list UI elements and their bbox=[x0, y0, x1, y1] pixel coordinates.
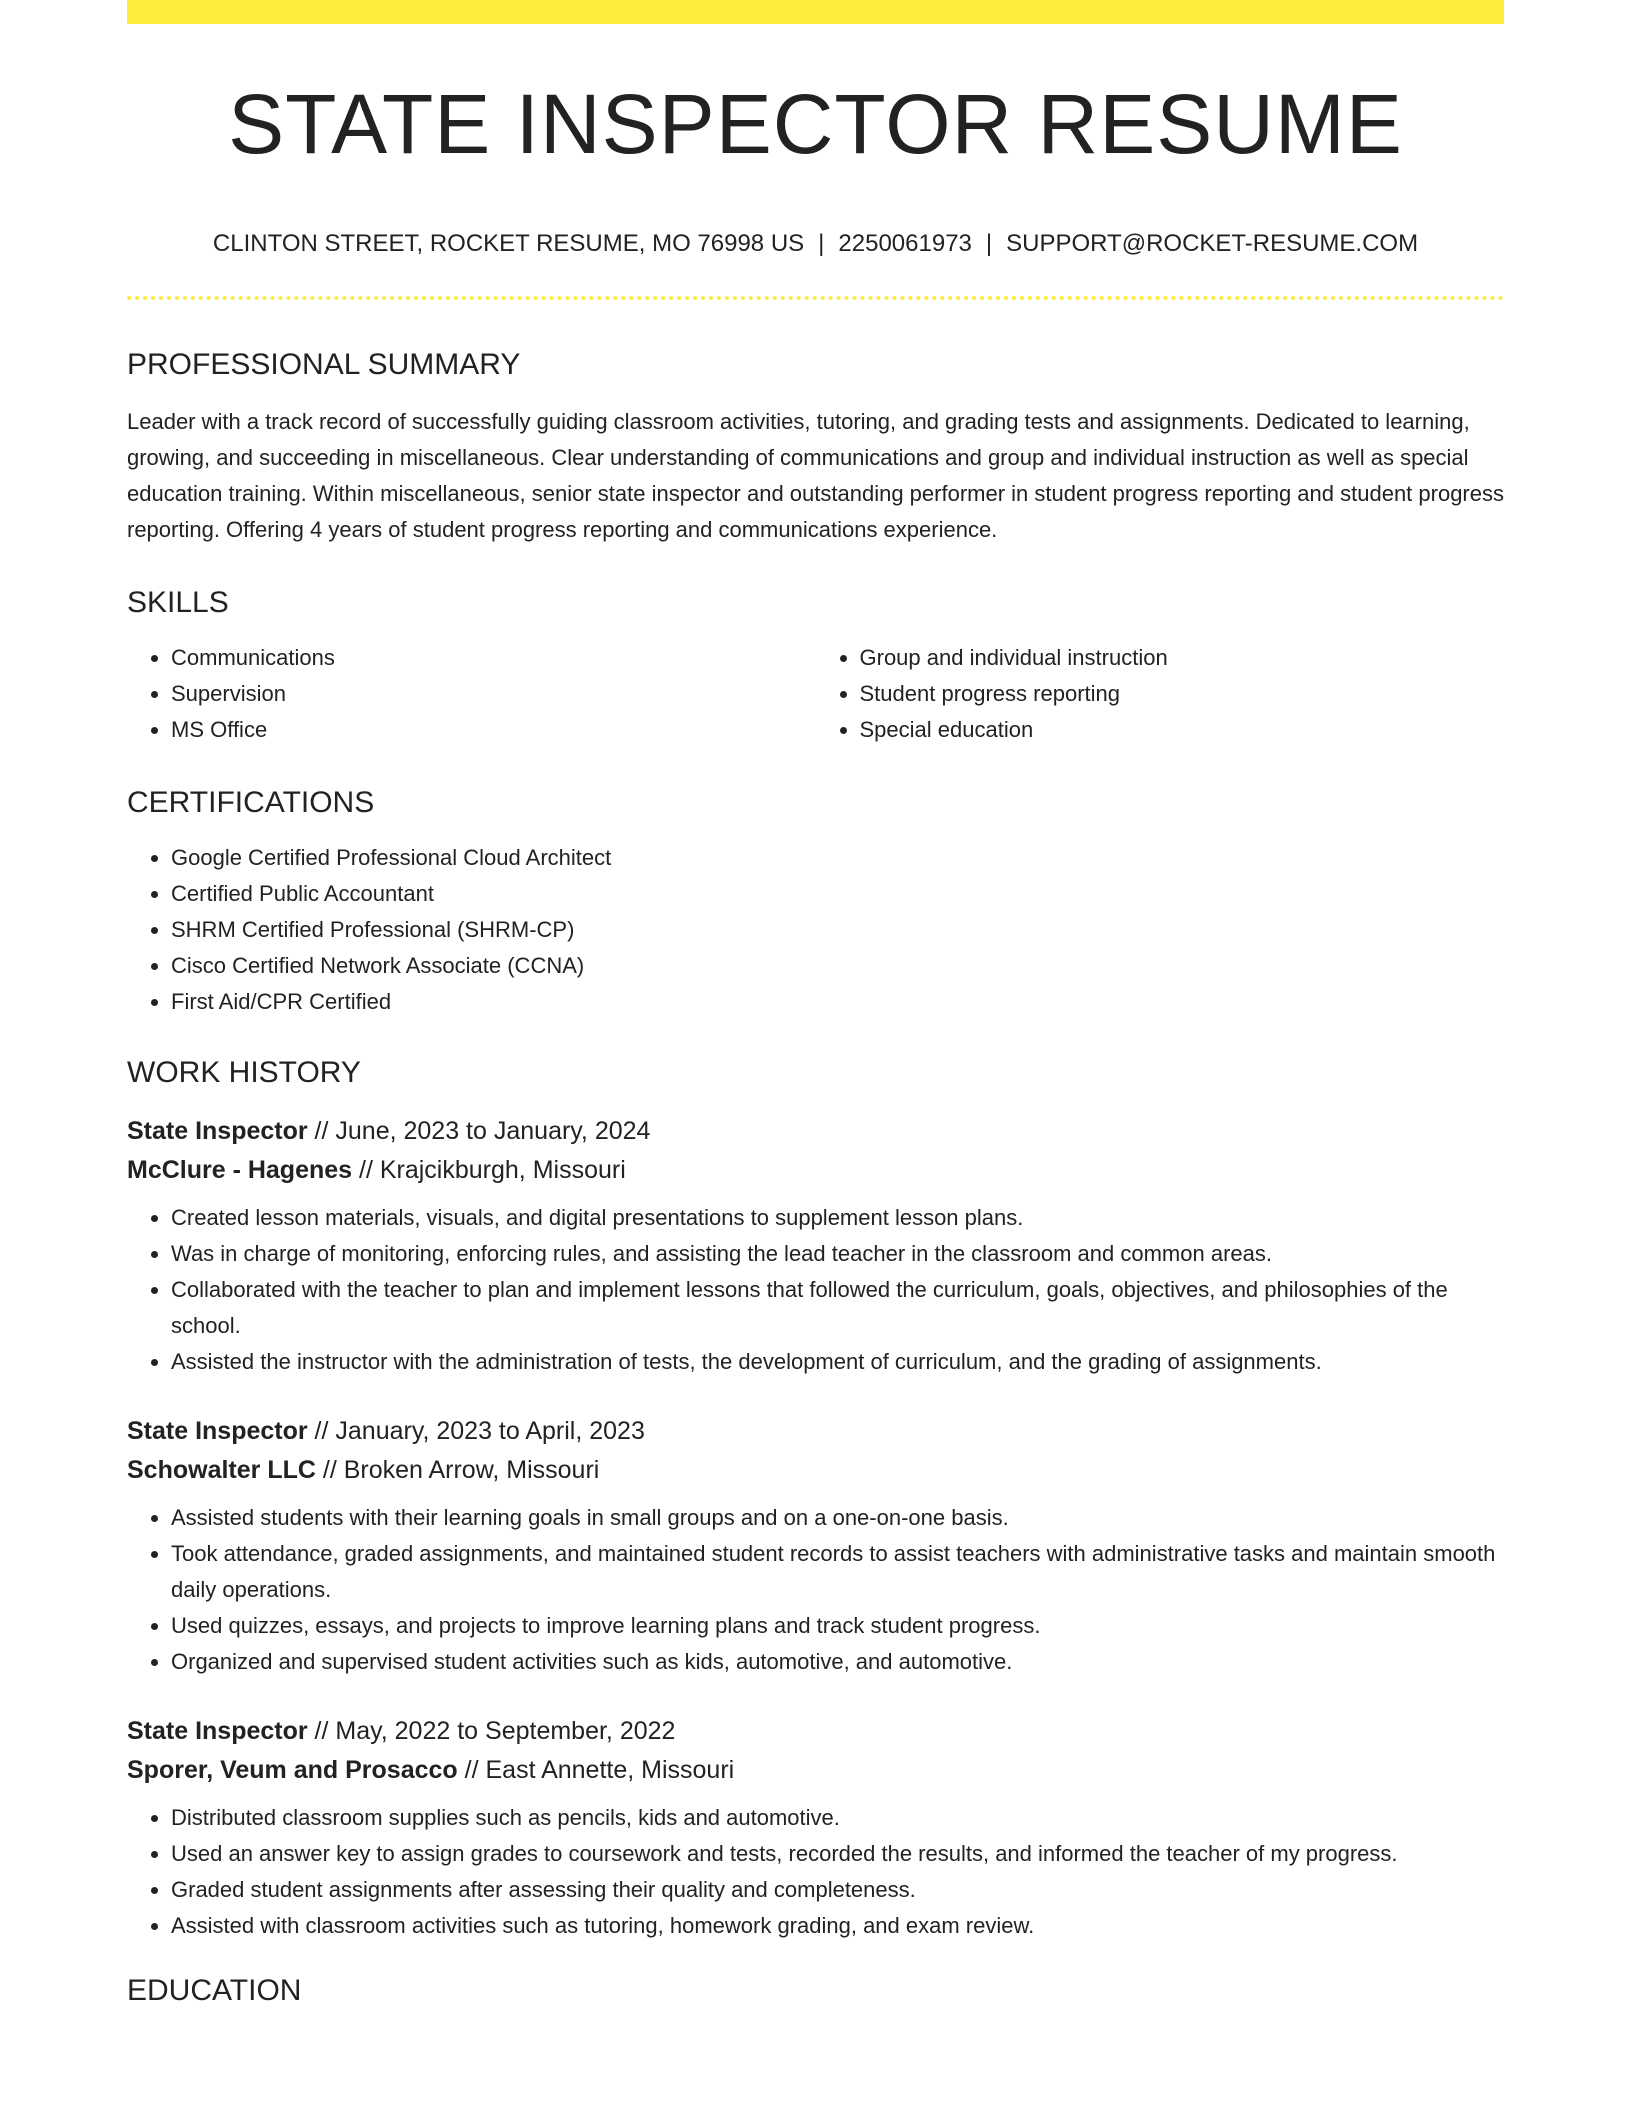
job-bullet: • Assisted the instructor with the administration of tests, the development of curriculum, and the grading of assignments. bbox=[171, 1344, 1504, 1380]
skill-item: • Special education bbox=[860, 712, 1505, 748]
job-bullet: • Graded student assignments after assessing their quality and completeness. bbox=[171, 1872, 1504, 1908]
job-company-line bbox=[127, 1751, 1504, 1790]
job-bullet: • Created lesson materials, visuals, and digital presentations to supplement lesson plans. bbox=[171, 1200, 1504, 1236]
skills-list-left bbox=[127, 640, 816, 748]
job-company-line bbox=[127, 1451, 1504, 1490]
job-entry bbox=[127, 1112, 1504, 1380]
job-bullets bbox=[127, 1500, 1504, 1680]
contact-separator: | bbox=[818, 230, 825, 257]
work-history-heading: WORK HISTORY bbox=[127, 1056, 361, 1089]
certification-item: • Cisco Certified Network Associate (CCNA) bbox=[171, 948, 1504, 984]
job-company: Schowalter LLC bbox=[127, 1456, 316, 1484]
job-bullet: • Assisted with classroom activities such as tutoring, homework grading, and exam review. bbox=[171, 1908, 1504, 1944]
resume-title: STATE INSPECTOR RESUME bbox=[228, 77, 1403, 171]
certifications-list bbox=[127, 840, 1504, 1020]
job-dates: // June, 2023 to January, 2024 bbox=[307, 1117, 651, 1145]
job-location: // Krajcikburgh, Missouri bbox=[352, 1156, 626, 1184]
contact-separator: | bbox=[985, 230, 993, 257]
skills-columns bbox=[127, 640, 1504, 748]
skill-item: • Group and individual instruction bbox=[860, 640, 1505, 676]
job-bullet: • Organized and supervised student activities such as kids, automotive, and automotive. bbox=[171, 1644, 1504, 1680]
job-bullet: • Was in charge of monitoring, enforcing rules, and assisting the lead teacher in the classroom and common areas. bbox=[171, 1236, 1504, 1272]
job-bullet: • Took attendance, graded assignments, and maintained student records to assist teachers with administrative tasks and maintain smooth daily operations. bbox=[171, 1536, 1504, 1608]
job-title-line bbox=[127, 1712, 1504, 1751]
job-title-line bbox=[127, 1112, 1504, 1151]
job-dates: // January, 2023 to April, 2023 bbox=[307, 1417, 645, 1445]
contact-address: CLINTON STREET, ROCKET RESUME, MO 76998 US bbox=[212, 230, 805, 257]
job-company: Sporer, Veum and Prosacco bbox=[127, 1756, 458, 1784]
job-bullet: • Collaborated with the teacher to plan and implement lessons that followed the curriculum, goals, objectives, and philosophies of the school. bbox=[171, 1272, 1504, 1344]
job-company: McClure - Hagenes bbox=[127, 1156, 353, 1184]
job-location: // East Annette, Missouri bbox=[457, 1756, 735, 1784]
job-role: State Inspector bbox=[127, 1117, 308, 1145]
certification-item: • Google Certified Professional Cloud Architect bbox=[171, 840, 1504, 876]
job-role: State Inspector bbox=[127, 1717, 308, 1745]
contact-email: SUPPORT@ROCKET-RESUME.COM bbox=[1006, 230, 1419, 257]
summary-text: Leader with a track record of successfully guiding classroom activities, tutoring, and grading tests and assignments. Dedicated to learning, growing, and succeeding in miscellaneous. Clear understanding of communications and group and individual instruction as well as special education training. Within miscellaneous, senior state inspector and outstanding performer in student progress reporting and student progress reporting. Offering 4 years of student progress reporting and communications experience. bbox=[127, 409, 1504, 542]
top-accent-bar bbox=[127, 0, 1504, 24]
job-bullets bbox=[127, 1200, 1504, 1380]
job-entry bbox=[127, 1712, 1504, 1944]
certifications-heading: CERTIFICATIONS bbox=[127, 786, 375, 819]
job-bullets bbox=[127, 1800, 1504, 1944]
certification-item: • Certified Public Accountant bbox=[171, 876, 1504, 912]
dotted-divider bbox=[127, 296, 1504, 300]
job-dates: // May, 2022 to September, 2022 bbox=[307, 1717, 676, 1745]
education-heading: EDUCATION bbox=[127, 1974, 302, 2007]
job-entry bbox=[127, 1412, 1504, 1680]
certification-item: • SHRM Certified Professional (SHRM-CP) bbox=[171, 912, 1504, 948]
job-bullet: • Distributed classroom supplies such as pencils, kids and automotive. bbox=[171, 1800, 1504, 1836]
job-bullet: • Used quizzes, essays, and projects to improve learning plans and track student progress. bbox=[171, 1608, 1504, 1644]
certification-item: • First Aid/CPR Certified bbox=[171, 984, 1504, 1020]
job-bullet: • Used an answer key to assign grades to coursework and tests, recorded the results, and informed the teacher of my progress. bbox=[171, 1836, 1504, 1872]
job-location: // Broken Arrow, Missouri bbox=[315, 1456, 600, 1484]
summary-heading: PROFESSIONAL SUMMARY bbox=[127, 348, 521, 381]
skill-item: • Communications bbox=[171, 640, 816, 676]
contact-phone: 2250061973 bbox=[838, 230, 972, 257]
job-company-line bbox=[127, 1151, 1504, 1190]
job-bullet: • Assisted students with their learning goals in small groups and on a one-on-one basis. bbox=[171, 1500, 1504, 1536]
job-title-line bbox=[127, 1412, 1504, 1451]
contact-line bbox=[127, 232, 1504, 256]
skill-item: • Student progress reporting bbox=[860, 676, 1505, 712]
skill-item: • MS Office bbox=[171, 712, 816, 748]
skills-heading: SKILLS bbox=[127, 586, 229, 619]
skills-list-right bbox=[816, 640, 1505, 748]
job-role: State Inspector bbox=[127, 1417, 308, 1445]
skill-item: • Supervision bbox=[171, 676, 816, 712]
resume-page bbox=[127, 0, 1504, 2006]
